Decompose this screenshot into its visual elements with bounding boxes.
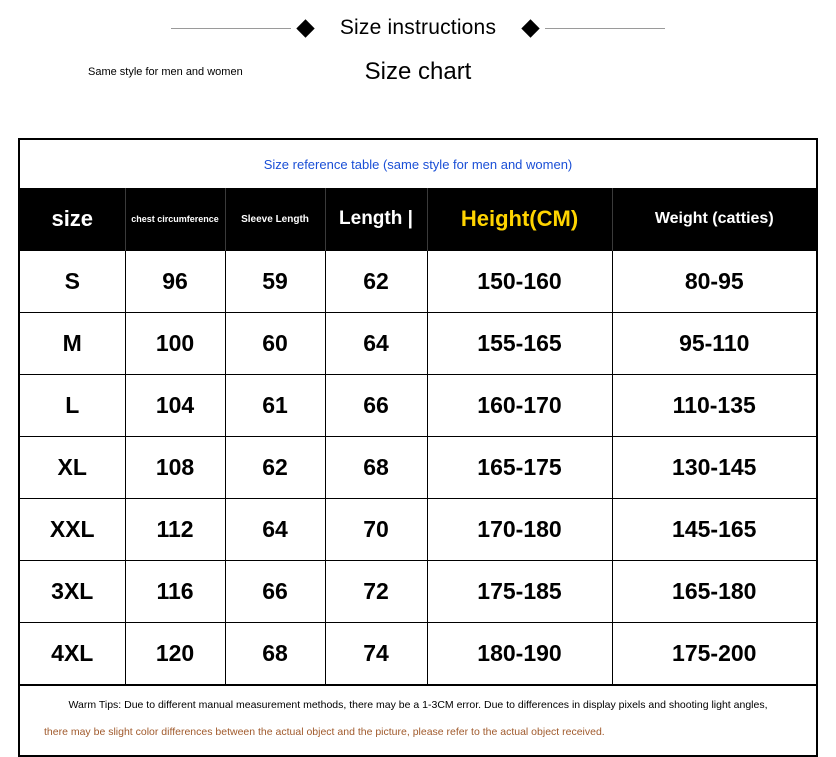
cell-chest: 116: [125, 561, 225, 623]
cell-chest: 112: [125, 499, 225, 561]
table-row: [20, 251, 816, 313]
cell-height: 165-175: [427, 437, 612, 499]
cell-size: L: [20, 375, 125, 437]
cell-weight: 145-165: [612, 499, 816, 561]
table-row: [20, 313, 816, 375]
column-header-chest: chest circumference: [125, 188, 225, 251]
cell-size: 4XL: [20, 623, 125, 685]
table-row: [20, 623, 816, 685]
divider-left: [171, 28, 291, 29]
cell-chest: 108: [125, 437, 225, 499]
cell-size: XXL: [20, 499, 125, 561]
warm-tips-line-2: there may be slight color differences between the actual object and the picture, please refer to the actual object received.: [44, 725, 605, 738]
cell-height: 175-185: [427, 561, 612, 623]
style-note: Same style for men and women: [88, 66, 243, 78]
warm-tips: [20, 684, 816, 755]
cell-sleeve: 68: [225, 623, 325, 685]
cell-weight: 110-135: [612, 375, 816, 437]
cell-sleeve: 64: [225, 499, 325, 561]
divider-right: [545, 28, 665, 29]
cell-sleeve: 66: [225, 561, 325, 623]
cell-sleeve: 59: [225, 251, 325, 313]
cell-length: 66: [325, 375, 427, 437]
cell-height: 160-170: [427, 375, 612, 437]
cell-chest: 104: [125, 375, 225, 437]
cell-size: XL: [20, 437, 125, 499]
cell-sleeve: 61: [225, 375, 325, 437]
diamond-icon: [521, 19, 539, 37]
table-row: [20, 499, 816, 561]
cell-weight: 130-145: [612, 437, 816, 499]
size-chart-table: [20, 188, 816, 684]
cell-size: M: [20, 313, 125, 375]
cell-sleeve: 60: [225, 313, 325, 375]
cell-weight: 165-180: [612, 561, 816, 623]
cell-length: 74: [325, 623, 427, 685]
table-caption: Size reference table (same style for men and women): [263, 157, 573, 172]
page-header: [0, 0, 836, 110]
page-title: Size instructions: [339, 16, 497, 39]
cell-length: 64: [325, 313, 427, 375]
cell-size: 3XL: [20, 561, 125, 623]
table-row: [20, 561, 816, 623]
cell-height: 150-160: [427, 251, 612, 313]
cell-size: S: [20, 251, 125, 313]
cell-height: 170-180: [427, 499, 612, 561]
column-header-length: Length |: [325, 188, 427, 251]
table-header-row: [20, 188, 816, 251]
title-row: [0, 16, 836, 40]
cell-sleeve: 62: [225, 437, 325, 499]
cell-chest: 96: [125, 251, 225, 313]
cell-height: 155-165: [427, 313, 612, 375]
cell-weight: 175-200: [612, 623, 816, 685]
size-chart-panel: [18, 138, 818, 757]
cell-length: 72: [325, 561, 427, 623]
cell-weight: 80-95: [612, 251, 816, 313]
cell-weight: 95-110: [612, 313, 816, 375]
cell-length: 68: [325, 437, 427, 499]
cell-length: 62: [325, 251, 427, 313]
column-header-height: Height(CM): [427, 188, 612, 251]
cell-chest: 100: [125, 313, 225, 375]
cell-chest: 120: [125, 623, 225, 685]
table-row: [20, 375, 816, 437]
cell-height: 180-190: [427, 623, 612, 685]
page-subtitle: Size chart: [364, 58, 472, 85]
cell-length: 70: [325, 499, 427, 561]
column-header-weight: Weight (catties): [612, 188, 816, 251]
table-row: [20, 437, 816, 499]
column-header-size: size: [20, 188, 125, 251]
warm-tips-line-1: Warm Tips: Due to different manual measurement methods, there may be a 1-3CM error. Due to differences in display pixels and shooting light angles,: [68, 699, 768, 711]
column-header-sleeve: Sleeve Length: [225, 188, 325, 251]
